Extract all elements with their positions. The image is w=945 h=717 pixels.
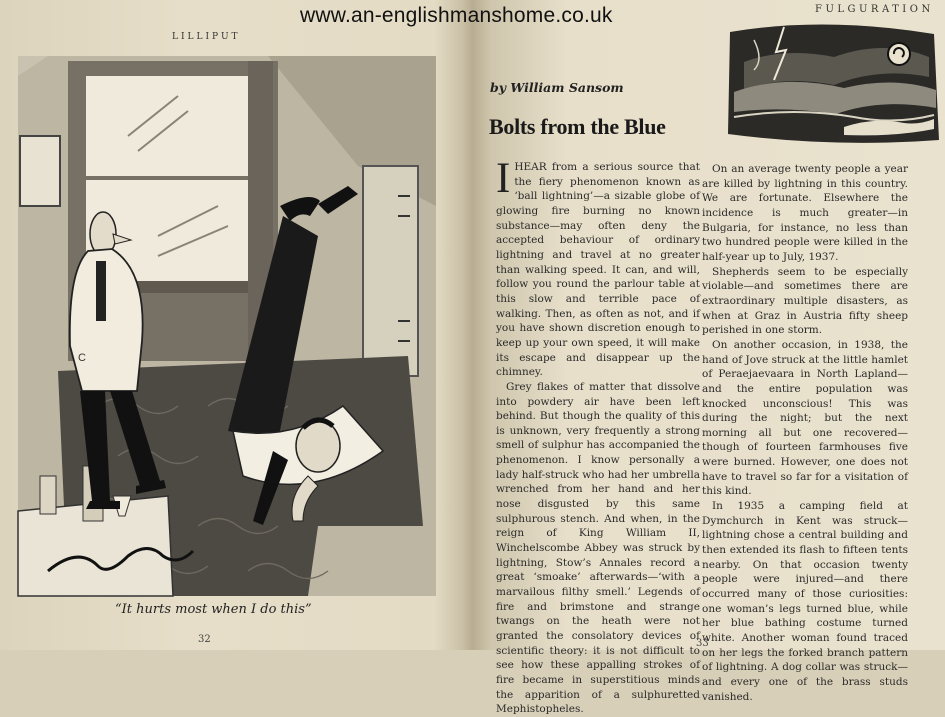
paragraph: On another occasion, in 1938, the hand of Jove struck at the little hamlet of Peraejaevaara in North Lapland—and the entire population was knocked unconscious! This was during the night; but the next morning all but one recovered—though of fourteen farmhouses five were burned. However, one does not have to travel so far for a visitation of this kind. xyxy=(702,338,908,498)
article-column-1 xyxy=(496,155,700,717)
running-head-left: LILLIPUT xyxy=(172,32,241,42)
cartoon-caption: “It hurts most when I do this” xyxy=(115,602,312,617)
article-headline: Bolts from the Blue xyxy=(489,114,666,139)
paragraph: On an average twenty people a year are killed by lightning in this country. We are fortunate. Elsewhere the incidence is much greater—in Bulgaria, for instance, no less than two hundred people were killed in the half-year up to July, 1937. xyxy=(702,163,908,263)
watermark-url: www.an-englishmanshome.co.uk xyxy=(300,4,613,27)
article-column-2 xyxy=(702,162,908,704)
running-head-right: FULGURATION xyxy=(815,4,934,15)
paragraph: In 1935 a camping field at Dymchurch in Kent was struck—lightning chose a central building and then extended its flash to fifteen tents nearby. On that occasion twenty people were injured—and there occurred many of those curiosities: one woman’s legs turned blue, while her blue bathing costume turned white. Another woman found traced on her legs the forked branch pattern of lightning. A dog collar was struck—and every one of the brass studs vanished. xyxy=(702,500,908,703)
cartoon-illustration xyxy=(18,56,436,596)
article-byline: by William Sansom xyxy=(490,80,624,95)
cartoon-letter: C xyxy=(78,352,86,364)
lightning-engraving xyxy=(724,22,941,146)
page-number-right: 33 xyxy=(696,638,709,649)
paragraph: Shepherds seem to be especially violable—and sometimes there are extraordinary multiple disasters, as when at Graz in Austria fifty sheep perished in one storm. xyxy=(702,265,908,337)
paragraph xyxy=(496,155,700,380)
paragraph: Grey flakes of matter that dissolve into powdery air have been left behind. But though the quality of this is unknown, very frequently a strong smell of sulphur has accompanied the phenomenon. I know personally a lady half-struck who had her umbrella wrenched from her hand and her nose disgusted by this same sulphurous stench. And when, in the reign of King William II, Winchelscombe Abbey was struck by lightning, Stow’s Annales record a great ‘smoake’ afterwards—‘with a marvailous filthy smell.’ Legends of fire and brimstone and strange twangs on the heath were not granted the consolatory devices of scientific theory: it is not difficult to see how these appalling strokes of fire became in superstitious minds the apparition of a sulphuretted Mephistopheles. xyxy=(496,380,700,716)
paragraph-text: HEAR from a serious source that the fiery phenomenon known as ‘ball lightning’—a sizable globe of glowing fire burning no known substance—may often deny the accepted behaviour of ordinary lightning and travel at no greater than walking speed. It can, and will, follow you round the parlour table at this slow and terrible pace of walking. Then, as often as not, and if you have shown discretion enough to keep up your own speed, it will make its escape and disappear up the chimney. xyxy=(496,161,700,379)
page-number-left: 32 xyxy=(198,634,211,645)
drop-cap: I xyxy=(496,155,511,202)
